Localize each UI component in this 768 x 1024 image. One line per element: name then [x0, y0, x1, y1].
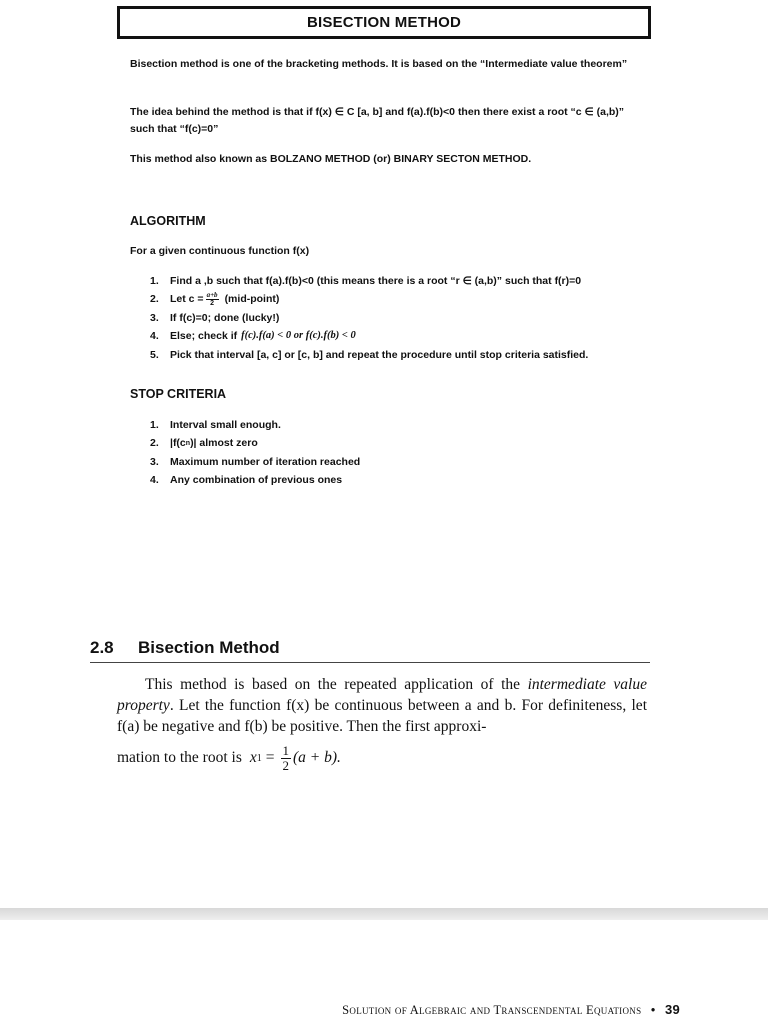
page-number: 39 — [664, 1002, 680, 1017]
item-text: If f(c)=0; done (lucky!) — [170, 311, 280, 324]
item-text: Pick that interval [a, c] or [c, b] and repeat the procedure until stop criteria satisfied. — [170, 348, 589, 361]
algorithm-list — [150, 272, 670, 364]
intro-paragraph-2: The idea behind the method is that if f(x) ∈ C [a, b] and f(a).f(b)<0 then there exist a root “c ∈ (a,b)” such that “f(c)=0” — [130, 106, 625, 135]
paragraph-text: . Let the function f(x) be continuous between a and b. For definiteness, let f(a) be negative and f(b) be positive. Then the first approxi- — [117, 697, 647, 735]
first-approximation-formula — [117, 744, 341, 772]
formula-subscript: 1 — [256, 752, 262, 764]
item-text: Interval small enough. — [170, 418, 281, 431]
intro-paragraph-1: Bisection method is one of the bracketing methods. It is based on the “Intermediate value theorem” — [130, 58, 628, 70]
item-text: Maximum number of iteration reached — [170, 455, 361, 468]
item-text: Else; check if — [170, 330, 238, 343]
section-paragraph — [117, 674, 647, 737]
item-number: 3. — [150, 311, 159, 324]
formula-text: (a + b). — [293, 749, 341, 767]
list-item — [150, 453, 670, 471]
item-number: 4. — [150, 474, 159, 487]
item-text: Find a ,b such that f(a).f(b)<0 (this means there is a root “r ∈ (a,b)” such that f(r)=0 — [170, 274, 582, 287]
stop-criteria-list — [150, 416, 670, 490]
page-title: BISECTION METHOD — [306, 14, 462, 31]
fraction-denominator: 2 — [210, 300, 215, 308]
item-number: 2. — [150, 437, 159, 450]
item-number: 1. — [150, 274, 159, 287]
page-divider — [0, 908, 768, 920]
fraction-numerator: 1 — [282, 743, 289, 758]
item-text: |f(c — [170, 437, 186, 450]
paragraph-emphasis: intermediate value property — [117, 676, 647, 714]
item-number: 3. — [150, 455, 159, 468]
fraction-numerator: a+b — [206, 291, 218, 300]
formula-variable: x — [249, 749, 257, 767]
list-item — [150, 434, 670, 452]
item-math: f(c).f(a) < 0 or f(c).f(b) < 0 — [241, 330, 356, 342]
list-item — [150, 471, 670, 489]
paragraph-text: This method is based on the repeated application of the — [145, 676, 521, 693]
section-title: Bisection Method — [138, 638, 280, 657]
item-number: 2. — [150, 293, 159, 306]
item-number: 4. — [150, 330, 159, 343]
footer-title: Solution of Algebraic and Transcendental Equations — [342, 1003, 642, 1017]
midpoint-fraction — [206, 292, 219, 307]
item-text: Any combination of previous ones — [170, 474, 343, 487]
fraction-denominator: 2 — [282, 757, 289, 773]
item-text: Let c = — [170, 293, 204, 306]
formula-equals: = — [265, 749, 275, 767]
stop-criteria-heading: STOP CRITERIA — [130, 387, 227, 401]
list-item — [150, 309, 670, 327]
formula-fraction — [281, 744, 292, 772]
intro-paragraph-3: This method also known as BOLZANO METHOD (or) BINARY SECTON METHOD. — [130, 153, 532, 165]
title-box — [117, 6, 651, 39]
section-heading — [90, 638, 650, 663]
formula-text: mation to the root is — [117, 749, 242, 767]
item-text: (mid-point) — [224, 293, 280, 306]
page-footer — [342, 1002, 680, 1018]
algorithm-lead: For a given continuous function f(x) — [130, 245, 310, 257]
section-number: 2.8 — [90, 638, 114, 657]
list-item — [150, 346, 670, 364]
item-number: 1. — [150, 418, 159, 431]
list-item — [150, 272, 670, 290]
list-item — [150, 327, 670, 345]
item-subscript: n — [185, 440, 191, 448]
algorithm-heading: ALGORITHM — [130, 214, 206, 228]
item-text: )| almost zero — [190, 437, 258, 450]
footer-bullet: • — [650, 1003, 656, 1017]
list-item — [150, 416, 670, 434]
item-number: 5. — [150, 348, 159, 361]
list-item — [150, 290, 670, 308]
